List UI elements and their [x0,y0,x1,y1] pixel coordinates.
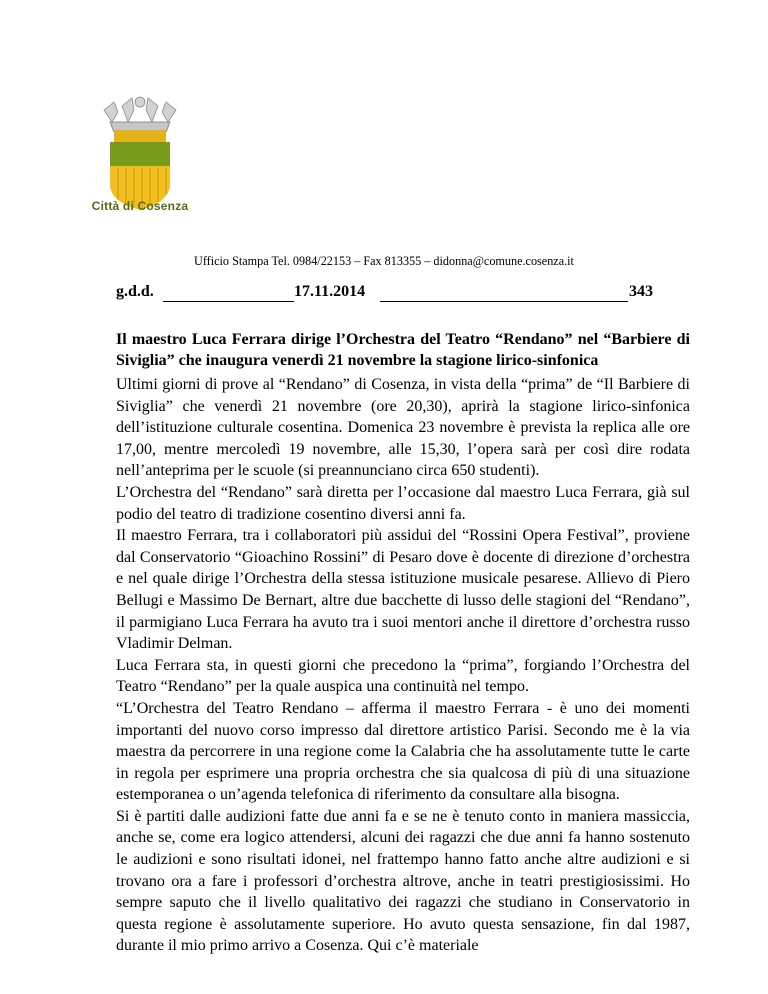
article-body [116,374,690,957]
underline-rule [163,301,294,302]
body-paragraph: Ultimi giorni di prove al “Rendano” di Cosenza, in vista della “prima” de “Il Barbiere di Siviglia” che venerdì 21 novembre (ore 20,30), aprirà la stagione lirico-sinfonica dell’istituzione culturale cosentina. Domenica 23 novembre è prevista la replica alle ore 17,00, mentre mercoledì 19 novembre, alle 15,30, l’opera sarà per così dire rodata nell’anteprima per le scuole (si preannunciano circa 650 studenti). [116,376,690,480]
body-paragraph: Il maestro Ferrara, tra i collaboratori più assidui del “Rossini Opera Festival”, proviene dal Conservatorio “Gioachino Rossini” di Pesaro dove è docente di direzione d’orchestra e nel quale dirige l’Orchestra della stessa istituzione musicale pesarese. Allievo di Piero Bellugi e Massimo De Bernart, altre due bacchette di lusso delle stagioni del “Rendano”, il parmigiano Luca Ferrara ha avuto tra i suoi mentori anche il direttore d’orchestra russo Vladimir Delman. [116,527,690,653]
body-paragraph: “L’Orchestra del Teatro Rendano – afferma il maestro Ferrara - è uno dei momenti importanti del nuovo corso impresso dal direttore artistico Parisi. Secondo me è la via maestra da percorrere in una regione come la Calabria che ha assolutamente tutte le carte in regola per esprimere una propria orchestra che sia qualcosa di più di una situazione estemporanea o un’agenda telefonica di riferimento da consultare alla bisogna. [116,699,690,804]
body-paragraph: L’Orchestra del “Rendano” sarà diretta per l’occasione dal maestro Luca Ferrara, già sul podio del teatro di tradizione cosentino diversi anni fa. [116,483,690,523]
contact-line: Ufficio Stampa Tel. 0984/22153 – Fax 813355 – didonna@comune.cosenza.it [194,254,574,268]
body-paragraph: Si è partiti dalle audizioni fatte due anni fa e se ne è tenuto conto in maniera massiccia, anche se, come era logico attendersi, alcuni dei ragazzi che due anni fa hanno sostenuto le audizioni e sono risultati idonei, nel frattempo hanno fatto anche altre audizioni e si trovano ora a fare i professori d’orchestra altrove, anche in teatri prestigiosissimi. Ho sempre saputo che il livello qualitativo dei ragazzi che studiano in Conservatorio in questa regione è assolutamente superiore. Ho avuto questa sensazione, fin dal 1987, durante il mio primo arrivo a Cosenza. Qui c’è materiale [116,807,690,955]
release-number: 343 [629,283,653,300]
gdd-line [116,283,676,305]
city-crest-logo [80,92,200,216]
press-date: 17.11.2014 [294,283,366,300]
article-headline: Il maestro Luca Ferrara dirige l’Orchestra del Teatro “Rendano” nel “Barbiere di Siviglia” che inaugura venerdì 21 novembre la stagione lirico-sinfonica [116,331,690,369]
gdd-label: g.d.d. [116,283,154,300]
logo-caption: Città di Cosenza [91,199,189,213]
body-paragraph: Luca Ferrara sta, in questi giorni che precedono la “prima”, forgiando l’Orchestra del Teatro “Rendano” per la quale auspica una continuità nel tempo. [116,656,690,696]
underline-rule [380,301,628,302]
